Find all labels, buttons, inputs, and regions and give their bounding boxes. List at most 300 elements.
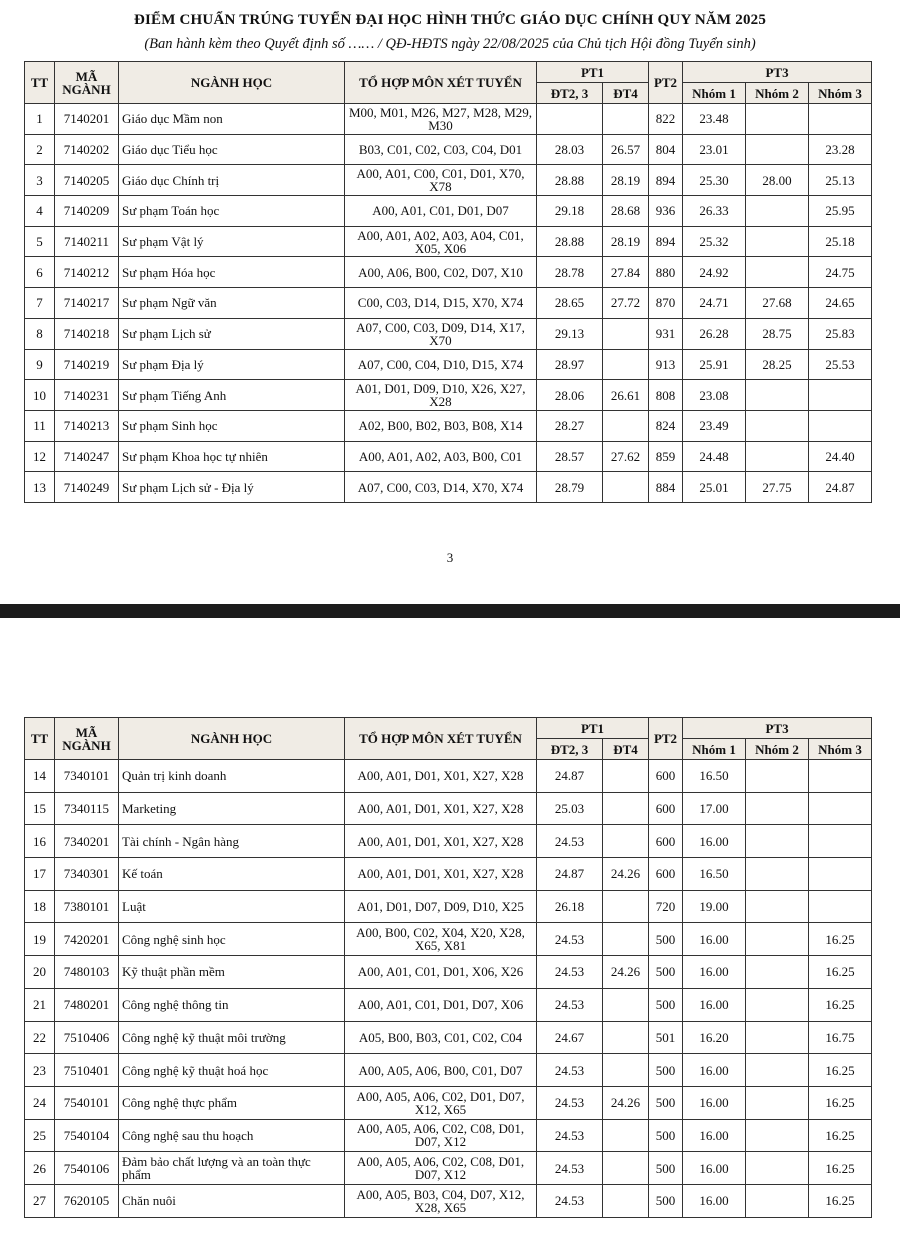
cell-ma-nganh: 7140212: [55, 257, 119, 288]
cell-pt1-dt4: [603, 923, 649, 956]
cell-to-hop: A00, A01, D01, X01, X27, X28: [345, 760, 537, 793]
cell-pt3-nhom1: 24.92: [683, 257, 746, 288]
cell-pt3-nhom3: 16.25: [809, 988, 872, 1021]
cell-ma-nganh: 7140209: [55, 196, 119, 227]
cell-to-hop: A00, A05, B03, C04, D07, X12, X28, X65: [345, 1184, 537, 1217]
cell-ma-nganh: 7140202: [55, 134, 119, 165]
table-row: [25, 858, 872, 891]
table-row: [25, 226, 872, 257]
cell-ma-nganh: 7140213: [55, 410, 119, 441]
cell-pt3-nhom1: 16.00: [683, 1086, 746, 1119]
cell-pt1-dt4: [603, 472, 649, 503]
cell-pt2: 600: [649, 760, 683, 793]
cell-ma-nganh: 7380101: [55, 890, 119, 923]
table-row: [25, 956, 872, 989]
cell-pt3-nhom2: [746, 1021, 809, 1054]
header-pt3: PT3: [683, 62, 872, 83]
cell-pt3-nhom3: 16.25: [809, 1086, 872, 1119]
cell-pt1-dt23: 28.06: [537, 380, 603, 411]
cell-tt: 7: [25, 288, 55, 319]
cell-nganh-hoc: Sư phạm Lịch sử - Địa lý: [119, 472, 345, 503]
cell-pt1-dt23: 24.53: [537, 1054, 603, 1087]
cell-pt1-dt23: 26.18: [537, 890, 603, 923]
header-pt1-dt23: ĐT2, 3: [537, 739, 603, 760]
cell-pt1-dt4: [603, 1119, 649, 1152]
cell-pt3-nhom2: [746, 825, 809, 858]
cell-pt3-nhom1: 16.50: [683, 858, 746, 891]
cell-nganh-hoc: Sư phạm Tiếng Anh: [119, 380, 345, 411]
cell-pt3-nhom1: 16.00: [683, 923, 746, 956]
cell-pt3-nhom1: 23.49: [683, 410, 746, 441]
cell-pt3-nhom3: 16.25: [809, 1054, 872, 1087]
admission-scores-table-1: [24, 61, 872, 503]
cell-tt: 12: [25, 441, 55, 472]
cell-pt3-nhom1: 23.08: [683, 380, 746, 411]
cell-pt1-dt4: 28.68: [603, 196, 649, 227]
cell-pt3-nhom3: 24.40: [809, 441, 872, 472]
cell-pt2: 501: [649, 1021, 683, 1054]
cell-nganh-hoc: Công nghệ kỹ thuật môi trường: [119, 1021, 345, 1054]
table-row: [25, 318, 872, 349]
cell-ma-nganh: 7510401: [55, 1054, 119, 1087]
cell-to-hop: A00, A01, C01, D01, D07: [345, 196, 537, 227]
cell-to-hop: A00, B00, C02, X04, X20, X28, X65, X81: [345, 923, 537, 956]
cell-pt2: 913: [649, 349, 683, 380]
cell-pt3-nhom2: [746, 226, 809, 257]
cell-pt3-nhom3: 24.65: [809, 288, 872, 319]
cell-pt1-dt23: [537, 104, 603, 135]
cell-pt3-nhom2: [746, 988, 809, 1021]
cell-pt3-nhom1: 16.00: [683, 1152, 746, 1185]
cell-tt: 4: [25, 196, 55, 227]
cell-pt3-nhom1: 23.01: [683, 134, 746, 165]
header-pt3-nhom1: Nhóm 1: [683, 83, 746, 104]
cell-pt3-nhom2: [746, 760, 809, 793]
cell-nganh-hoc: Giáo dục Chính trị: [119, 165, 345, 196]
cell-ma-nganh: 7340201: [55, 825, 119, 858]
cell-tt: 26: [25, 1152, 55, 1185]
cell-nganh-hoc: Tài chính - Ngân hàng: [119, 825, 345, 858]
cell-pt3-nhom2: 27.68: [746, 288, 809, 319]
cell-pt1-dt4: [603, 792, 649, 825]
cell-to-hop: A00, A05, A06, C02, C08, D01, D07, X12: [345, 1152, 537, 1185]
table-row: [25, 1152, 872, 1185]
cell-nganh-hoc: Công nghệ kỹ thuật hoá học: [119, 1054, 345, 1087]
cell-pt3-nhom2: [746, 134, 809, 165]
table-row: [25, 1086, 872, 1119]
cell-to-hop: A07, C00, C03, D14, X70, X74: [345, 472, 537, 503]
cell-pt2: 600: [649, 858, 683, 891]
cell-ma-nganh: 7540104: [55, 1119, 119, 1152]
cell-tt: 23: [25, 1054, 55, 1087]
cell-pt2: 859: [649, 441, 683, 472]
cell-nganh-hoc: Công nghệ thông tin: [119, 988, 345, 1021]
table-row: [25, 134, 872, 165]
cell-pt3-nhom2: [746, 858, 809, 891]
cell-tt: 3: [25, 165, 55, 196]
cell-pt1-dt23: 24.87: [537, 760, 603, 793]
cell-pt3-nhom1: 17.00: [683, 792, 746, 825]
header-nganh-hoc: NGÀNH HỌC: [119, 62, 345, 104]
cell-pt2: 824: [649, 410, 683, 441]
cell-pt3-nhom1: 24.71: [683, 288, 746, 319]
cell-tt: 16: [25, 825, 55, 858]
cell-pt1-dt23: 24.53: [537, 1184, 603, 1217]
cell-pt3-nhom2: [746, 1119, 809, 1152]
header-pt3: PT3: [683, 718, 872, 739]
cell-to-hop: A00, A01, D01, X01, X27, X28: [345, 792, 537, 825]
cell-to-hop: A00, A01, D01, X01, X27, X28: [345, 825, 537, 858]
cell-ma-nganh: 7420201: [55, 923, 119, 956]
cell-pt3-nhom3: [809, 760, 872, 793]
cell-pt1-dt4: 26.57: [603, 134, 649, 165]
cell-pt1-dt4: 27.62: [603, 441, 649, 472]
cell-pt3-nhom2: 27.75: [746, 472, 809, 503]
cell-to-hop: A00, A01, C01, D01, D07, X06: [345, 988, 537, 1021]
cell-nganh-hoc: Kế toán: [119, 858, 345, 891]
cell-ma-nganh: 7140218: [55, 318, 119, 349]
cell-pt3-nhom3: [809, 858, 872, 891]
cell-pt3-nhom1: 16.50: [683, 760, 746, 793]
table-row: [25, 410, 872, 441]
cell-pt3-nhom2: [746, 792, 809, 825]
cell-pt1-dt23: 24.53: [537, 1152, 603, 1185]
cell-pt2: 894: [649, 165, 683, 196]
cell-to-hop: A00, A05, A06, B00, C01, D07: [345, 1054, 537, 1087]
cell-nganh-hoc: Chăn nuôi: [119, 1184, 345, 1217]
header-pt1: PT1: [537, 718, 649, 739]
cell-to-hop: A00, A06, B00, C02, D07, X10: [345, 257, 537, 288]
cell-ma-nganh: 7510406: [55, 1021, 119, 1054]
header-pt3-nhom3: Nhóm 3: [809, 83, 872, 104]
cell-pt2: 500: [649, 1119, 683, 1152]
cell-to-hop: A00, A01, D01, X01, X27, X28: [345, 858, 537, 891]
cell-tt: 13: [25, 472, 55, 503]
cell-pt1-dt23: 28.97: [537, 349, 603, 380]
cell-pt3-nhom1: 23.48: [683, 104, 746, 135]
cell-pt1-dt23: 29.18: [537, 196, 603, 227]
cell-pt1-dt4: [603, 825, 649, 858]
cell-pt3-nhom3: 16.75: [809, 1021, 872, 1054]
cell-to-hop: A07, C00, C04, D10, D15, X74: [345, 349, 537, 380]
cell-ma-nganh: 7340301: [55, 858, 119, 891]
cell-pt3-nhom3: 24.75: [809, 257, 872, 288]
table-row: [25, 988, 872, 1021]
cell-pt3-nhom1: 16.00: [683, 1054, 746, 1087]
table-row: [25, 472, 872, 503]
cell-to-hop: A01, D01, D09, D10, X26, X27, X28: [345, 380, 537, 411]
cell-pt1-dt23: 25.03: [537, 792, 603, 825]
table-row: [25, 760, 872, 793]
cell-pt3-nhom3: 25.13: [809, 165, 872, 196]
cell-pt1-dt23: 28.78: [537, 257, 603, 288]
header-ma-nganh: MÃ NGÀNH: [55, 62, 119, 104]
header-pt2: PT2: [649, 62, 683, 104]
header-nganh-hoc: NGÀNH HỌC: [119, 718, 345, 760]
cell-pt1-dt4: 27.84: [603, 257, 649, 288]
cell-tt: 24: [25, 1086, 55, 1119]
cell-pt3-nhom1: 16.00: [683, 1119, 746, 1152]
cell-pt3-nhom2: [746, 923, 809, 956]
cell-to-hop: A05, B00, B03, C01, C02, C04: [345, 1021, 537, 1054]
cell-pt3-nhom3: 25.18: [809, 226, 872, 257]
cell-tt: 1: [25, 104, 55, 135]
cell-tt: 20: [25, 956, 55, 989]
cell-nganh-hoc: Luật: [119, 890, 345, 923]
cell-pt2: 894: [649, 226, 683, 257]
cell-pt1-dt4: 24.26: [603, 1086, 649, 1119]
cell-pt1-dt4: 27.72: [603, 288, 649, 319]
cell-ma-nganh: 7340101: [55, 760, 119, 793]
cell-pt1-dt23: 24.53: [537, 825, 603, 858]
cell-tt: 10: [25, 380, 55, 411]
cell-pt3-nhom2: [746, 1054, 809, 1087]
cell-tt: 18: [25, 890, 55, 923]
cell-pt3-nhom2: [746, 410, 809, 441]
cell-pt3-nhom3: 24.87: [809, 472, 872, 503]
table-row: [25, 890, 872, 923]
cell-pt1-dt23: 28.65: [537, 288, 603, 319]
cell-nganh-hoc: Đảm bảo chất lượng và an toàn thực phẩm: [119, 1152, 345, 1185]
cell-pt1-dt4: [603, 104, 649, 135]
cell-nganh-hoc: Sư phạm Sinh học: [119, 410, 345, 441]
table-row: [25, 1119, 872, 1152]
cell-pt3-nhom3: 16.25: [809, 1119, 872, 1152]
table-row: [25, 792, 872, 825]
cell-tt: 27: [25, 1184, 55, 1217]
cell-pt3-nhom2: [746, 1184, 809, 1217]
cell-pt2: 600: [649, 792, 683, 825]
cell-ma-nganh: 7140247: [55, 441, 119, 472]
cell-pt3-nhom3: [809, 104, 872, 135]
page-4: [0, 618, 900, 1233]
cell-pt3-nhom2: [746, 104, 809, 135]
cell-pt1-dt4: [603, 988, 649, 1021]
cell-pt3-nhom3: [809, 380, 872, 411]
cell-pt1-dt4: [603, 760, 649, 793]
cell-tt: 14: [25, 760, 55, 793]
cell-pt3-nhom1: 16.00: [683, 988, 746, 1021]
cell-pt2: 500: [649, 923, 683, 956]
cell-pt3-nhom3: [809, 825, 872, 858]
cell-ma-nganh: 7140231: [55, 380, 119, 411]
cell-ma-nganh: 7540101: [55, 1086, 119, 1119]
cell-pt2: 500: [649, 956, 683, 989]
cell-tt: 6: [25, 257, 55, 288]
cell-pt3-nhom3: 16.25: [809, 923, 872, 956]
header-pt3-nhom3: Nhóm 3: [809, 739, 872, 760]
cell-ma-nganh: 7140249: [55, 472, 119, 503]
cell-ma-nganh: 7140217: [55, 288, 119, 319]
cell-pt3-nhom2: [746, 380, 809, 411]
cell-pt1-dt23: 28.27: [537, 410, 603, 441]
table-row: [25, 1021, 872, 1054]
cell-pt1-dt4: [603, 1054, 649, 1087]
cell-pt2: 500: [649, 988, 683, 1021]
cell-nganh-hoc: Công nghệ thực phẩm: [119, 1086, 345, 1119]
cell-tt: 11: [25, 410, 55, 441]
cell-pt1-dt23: 28.88: [537, 226, 603, 257]
cell-pt3-nhom1: 16.00: [683, 1184, 746, 1217]
header-pt3-nhom2: Nhóm 2: [746, 83, 809, 104]
cell-pt1-dt23: 28.03: [537, 134, 603, 165]
cell-pt2: 822: [649, 104, 683, 135]
cell-tt: 17: [25, 858, 55, 891]
cell-to-hop: A07, C00, C03, D09, D14, X17, X70: [345, 318, 537, 349]
cell-tt: 8: [25, 318, 55, 349]
cell-pt1-dt23: 24.53: [537, 1119, 603, 1152]
cell-ma-nganh: 7140219: [55, 349, 119, 380]
table-row: [25, 441, 872, 472]
header-ma-nganh: MÃ NGÀNH: [55, 718, 119, 760]
table-row: [25, 380, 872, 411]
cell-tt: 25: [25, 1119, 55, 1152]
table-row: [25, 288, 872, 319]
cell-pt3-nhom3: 16.25: [809, 1152, 872, 1185]
cell-pt1-dt4: [603, 1021, 649, 1054]
table-row: [25, 1054, 872, 1087]
cell-nganh-hoc: Giáo dục Tiểu học: [119, 134, 345, 165]
header-to-hop: TỔ HỢP MÔN XÉT TUYỂN: [345, 62, 537, 104]
header-tt: TT: [25, 718, 55, 760]
cell-nganh-hoc: Kỹ thuật phần mềm: [119, 956, 345, 989]
cell-pt3-nhom2: 28.00: [746, 165, 809, 196]
cell-pt1-dt4: [603, 1184, 649, 1217]
cell-nganh-hoc: Sư phạm Khoa học tự nhiên: [119, 441, 345, 472]
cell-pt3-nhom3: 16.25: [809, 1184, 872, 1217]
cell-ma-nganh: 7620105: [55, 1184, 119, 1217]
cell-nganh-hoc: Sư phạm Lịch sử: [119, 318, 345, 349]
cell-to-hop: A01, D01, D07, D09, D10, X25: [345, 890, 537, 923]
cell-pt2: 500: [649, 1054, 683, 1087]
table-row: [25, 1184, 872, 1217]
cell-pt3-nhom3: 16.25: [809, 956, 872, 989]
page-3: [0, 0, 900, 604]
cell-pt3-nhom2: [746, 441, 809, 472]
cell-pt3-nhom3: [809, 410, 872, 441]
cell-pt3-nhom1: 25.01: [683, 472, 746, 503]
header-pt3-nhom1: Nhóm 1: [683, 739, 746, 760]
cell-pt1-dt4: [603, 349, 649, 380]
cell-pt3-nhom1: 16.00: [683, 825, 746, 858]
cell-nganh-hoc: Công nghệ sau thu hoạch: [119, 1119, 345, 1152]
cell-pt2: 931: [649, 318, 683, 349]
cell-pt1-dt23: 28.79: [537, 472, 603, 503]
cell-to-hop: A00, A05, A06, C02, D01, D07, X12, X65: [345, 1086, 537, 1119]
cell-pt3-nhom2: [746, 257, 809, 288]
header-tt: TT: [25, 62, 55, 104]
cell-tt: 15: [25, 792, 55, 825]
cell-pt2: 870: [649, 288, 683, 319]
cell-pt2: 880: [649, 257, 683, 288]
cell-pt3-nhom1: 25.91: [683, 349, 746, 380]
cell-ma-nganh: 7140211: [55, 226, 119, 257]
cell-tt: 5: [25, 226, 55, 257]
cell-pt3-nhom1: 25.30: [683, 165, 746, 196]
cell-pt2: 936: [649, 196, 683, 227]
header-to-hop: TỔ HỢP MÔN XÉT TUYỂN: [345, 718, 537, 760]
cell-nganh-hoc: Sư phạm Ngữ văn: [119, 288, 345, 319]
cell-nganh-hoc: Sư phạm Hóa học: [119, 257, 345, 288]
document-subtitle: (Ban hành kèm theo Quyết định số …… / QĐ-HĐTS ngày 22/08/2025 của Chủ tịch Hội đồng Tuyển sinh): [144, 36, 756, 52]
cell-pt1-dt4: [603, 890, 649, 923]
cell-pt3-nhom1: 26.28: [683, 318, 746, 349]
cell-tt: 9: [25, 349, 55, 380]
cell-pt3-nhom1: 25.32: [683, 226, 746, 257]
cell-to-hop: A00, A05, A06, C02, C08, D01, D07, X12: [345, 1119, 537, 1152]
cell-pt1-dt4: [603, 318, 649, 349]
cell-pt1-dt4: 28.19: [603, 226, 649, 257]
cell-pt1-dt23: 24.53: [537, 1086, 603, 1119]
cell-to-hop: A02, B00, B02, B03, B08, X14: [345, 410, 537, 441]
cell-pt2: 884: [649, 472, 683, 503]
cell-ma-nganh: 7140201: [55, 104, 119, 135]
cell-pt3-nhom2: [746, 1152, 809, 1185]
cell-pt3-nhom3: 23.28: [809, 134, 872, 165]
cell-pt1-dt23: 28.57: [537, 441, 603, 472]
cell-pt1-dt23: 24.53: [537, 923, 603, 956]
cell-tt: 21: [25, 988, 55, 1021]
cell-ma-nganh: 7480201: [55, 988, 119, 1021]
cell-pt1-dt4: 24.26: [603, 956, 649, 989]
cell-pt1-dt23: 29.13: [537, 318, 603, 349]
cell-pt1-dt4: [603, 410, 649, 441]
cell-nganh-hoc: Quản trị kinh doanh: [119, 760, 345, 793]
table-row: [25, 104, 872, 135]
cell-pt3-nhom3: [809, 890, 872, 923]
table-row: [25, 257, 872, 288]
cell-pt3-nhom1: 16.00: [683, 956, 746, 989]
cell-pt1-dt4: 26.61: [603, 380, 649, 411]
cell-pt1-dt23: 28.88: [537, 165, 603, 196]
cell-tt: 2: [25, 134, 55, 165]
cell-pt3-nhom3: 25.83: [809, 318, 872, 349]
cell-to-hop: A00, A01, C00, C01, D01, X70, X78: [345, 165, 537, 196]
page-number: 3: [446, 550, 454, 565]
cell-pt3-nhom2: 28.25: [746, 349, 809, 380]
cell-pt1-dt23: 24.87: [537, 858, 603, 891]
cell-nganh-hoc: Công nghệ sinh học: [119, 923, 345, 956]
cell-pt2: 808: [649, 380, 683, 411]
cell-to-hop: C00, C03, D14, D15, X70, X74: [345, 288, 537, 319]
header-pt1-dt23: ĐT2, 3: [537, 83, 603, 104]
cell-to-hop: A00, A01, A02, A03, B00, C01: [345, 441, 537, 472]
cell-pt3-nhom1: 16.20: [683, 1021, 746, 1054]
cell-pt1-dt23: 24.67: [537, 1021, 603, 1054]
cell-pt2: 600: [649, 825, 683, 858]
cell-nganh-hoc: Sư phạm Địa lý: [119, 349, 345, 380]
cell-pt3-nhom3: [809, 792, 872, 825]
header-pt1-dt4: ĐT4: [603, 83, 649, 104]
cell-pt3-nhom2: 28.75: [746, 318, 809, 349]
cell-nganh-hoc: Marketing: [119, 792, 345, 825]
cell-pt3-nhom3: 25.53: [809, 349, 872, 380]
cell-nganh-hoc: Sư phạm Vật lý: [119, 226, 345, 257]
cell-to-hop: B03, C01, C02, C03, C04, D01: [345, 134, 537, 165]
cell-ma-nganh: 7340115: [55, 792, 119, 825]
cell-pt2: 500: [649, 1152, 683, 1185]
cell-nganh-hoc: Sư phạm Toán học: [119, 196, 345, 227]
header-pt2: PT2: [649, 718, 683, 760]
admission-scores-table-2: [24, 717, 872, 1218]
cell-pt3-nhom1: 19.00: [683, 890, 746, 923]
cell-nganh-hoc: Giáo dục Mầm non: [119, 104, 345, 135]
cell-ma-nganh: 7140205: [55, 165, 119, 196]
cell-pt3-nhom1: 26.33: [683, 196, 746, 227]
table-row: [25, 825, 872, 858]
cell-pt2: 720: [649, 890, 683, 923]
cell-pt2: 500: [649, 1184, 683, 1217]
